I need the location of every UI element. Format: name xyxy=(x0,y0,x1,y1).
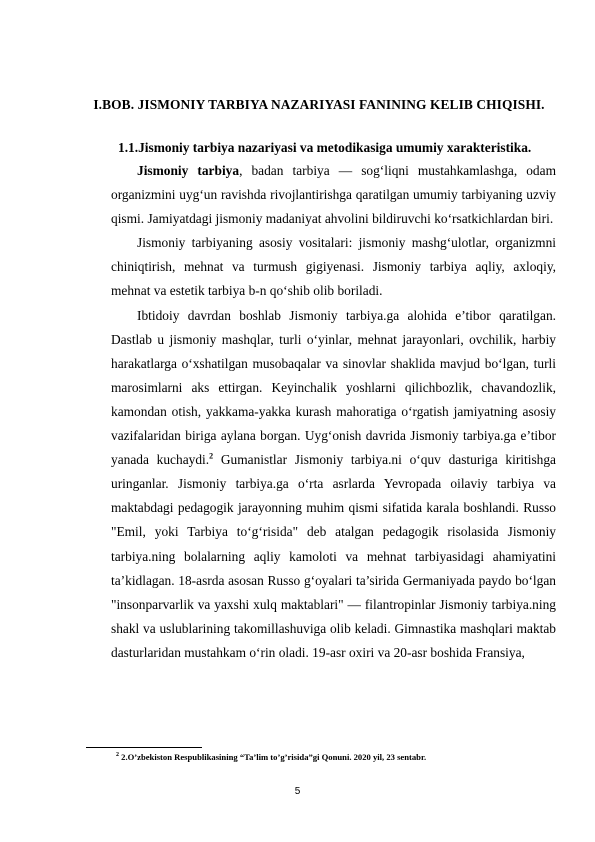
body-text xyxy=(111,159,556,665)
section-subtitle: 1.1.Jismoniy tarbiya nazariyasi va metodikasiga umumiy xarakteristika. xyxy=(118,140,532,155)
chapter-title: I.BOB. JISMONIY TARBIYA NAZARIYASI FANINING KELIB CHIQISHI. xyxy=(93,97,545,112)
footnote-reference[interactable]: 2 xyxy=(209,451,214,461)
paragraph-2: Jismoniy tarbiyaning asosiy vositalari: jismoniy mashg‘ulotlar, organizmni chiniqtirish, mehnat va turmush gigiyenasi. Jismoniy tarbiya aqliy, axloqiy, mehnat va estetik tarbiya b-n qo‘shib olib boriladi. xyxy=(111,235,556,299)
footnote-text: 2.O’zbekiston Respublikasining “Ta’lim to’g’risida”gi Qonuni. 2020 yil, 23 sentabr. xyxy=(119,752,427,762)
footnote-separator xyxy=(86,747,202,748)
paragraph-1 xyxy=(111,159,556,231)
paragraph-1-text: , badan tarbiya — sog‘liqni mustahkamlashga, odam organizmini uyg‘un ravishda rivojlantirishga qaratilgan umumiy tarbiyaning uzviy qismi. Jamiyatdagi jismoniy madaniyat ahvolini bildiruvchi ko‘rsatkichlardan biri. xyxy=(111,163,556,227)
paragraph-3-text-a: Ibtidoiy davrdan boshlab Jismoniy tarbiya.ga alohida e’tibor qaratilgan. Dastlab u jismoniy mashqlar, turli o‘yinlar, mehnat jarayonlari, ovchilik, harbiy harakatlarga o‘xshatilgan musobaqalar va sinovlar shaklida mavjud bo‘lgan, turli marosimlarni aks ettirgan. Keyinchalik yoshlarni qilichbozlik, chavandozlik, kamondan otish, yakkama-yakka kurash mahoratiga o‘rgatish jamiyatning asosiy vazifalaridan biriga aylana borgan. Uyg‘onish davrida Jismoniy tarbiya.ga e’tibor yanada kuchaydi. xyxy=(111,307,556,468)
defined-term: Jismoniy tarbiya xyxy=(137,163,240,178)
footnote xyxy=(116,751,426,763)
paragraph-3 xyxy=(111,304,556,665)
page-number: 5 xyxy=(294,786,301,797)
paragraph-3-text-b: Gumanistlar Jismoniy tarbiya.ni o‘quv dasturiga kiritishga uringanlar. Jismoniy tarbiya.ga o‘rta asrlarda Yevropada oilaviy tarbiya va maktabdagi pedagogik jarayonning muhim qismi sifatida karala boshlandi. Russo "Emil, yoki Tarbiya to‘g‘risida" deb atalgan pedagogik risolasida Jismoniy tarbiya.ning bolalarning aqliy kamoloti va mehnat tarbiyasidagi ahamiyatini ta’kidlagan. 18-asrda asosan Russo g‘oyalari ta’sirida Germaniyada paydo bo‘lgan "insonparvarlik va yaxshi xulq maktablari" — filantropinlar Jismoniy tarbiya.ning shakl va uslublarining takomillashuviga olib keladi. Gimnastika mashqlari maktab dasturlaridan mustahkam o‘rin oladi. 19-asr oxiri va 20-asr boshida Fransiya, xyxy=(111,452,556,660)
footnote-mark: 2 xyxy=(116,752,119,759)
